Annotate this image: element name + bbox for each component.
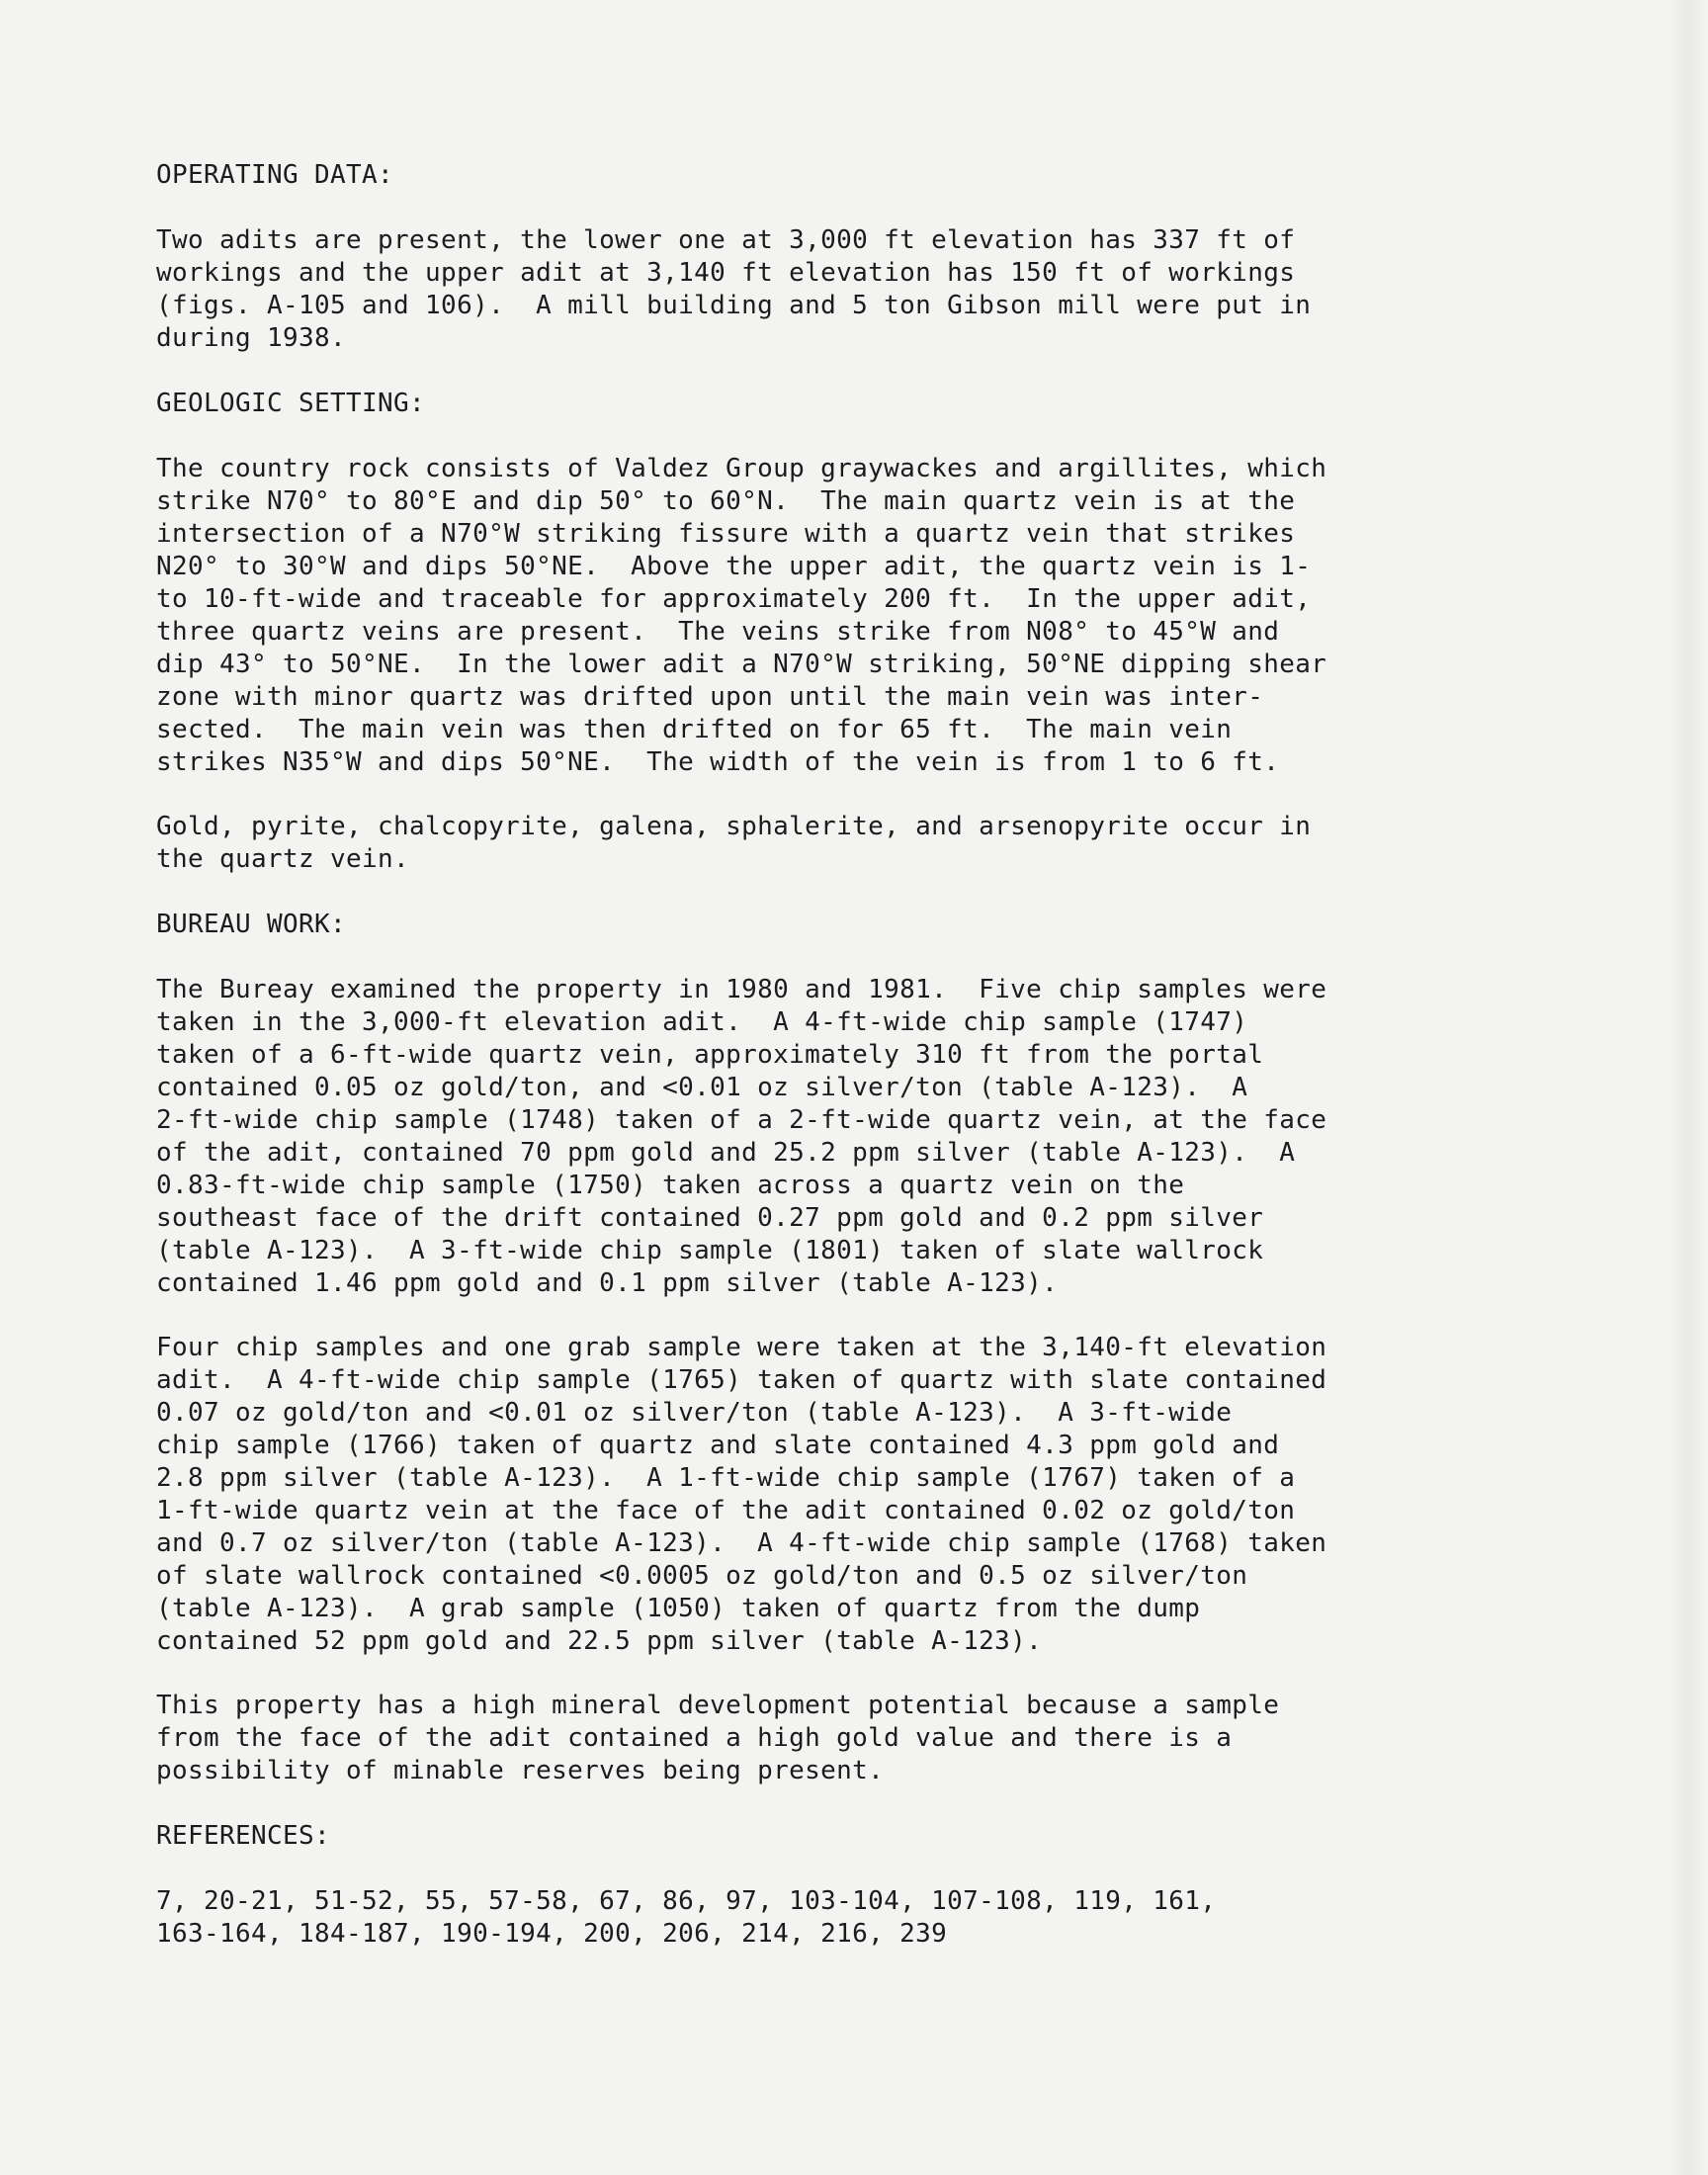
text-line: 2-ft-wide chip sample (1748) taken of a 2-ft-wide quartz vein, at the face [156, 1105, 1327, 1135]
text-line: workings and the upper adit at 3,140 ft elevation has 150 ft of workings [156, 258, 1296, 288]
text-line: The country rock consists of Valdez Group graywackes and argillites, which [156, 454, 1327, 483]
paragraph-bureau-upper-adit [156, 1332, 1441, 1658]
document-body [156, 158, 1441, 1951]
text-line: 0.07 oz gold/ton and <0.01 oz silver/ton (table A-123). A 3-ft-wide [156, 1398, 1233, 1428]
text-line: adit. A 4-ft-wide chip sample (1765) taken of quartz with slate contained [156, 1365, 1327, 1395]
text-line: and 0.7 oz silver/ton (table A-123). A 4-ft-wide chip sample (1768) taken [156, 1528, 1327, 1558]
paragraph-geologic-setting [156, 453, 1441, 779]
text-line: southeast face of the drift contained 0.27 ppm gold and 0.2 ppm silver [156, 1203, 1264, 1233]
text-line: 2.8 ppm silver (table A-123). A 1-ft-wide chip sample (1767) taken of a [156, 1463, 1296, 1493]
text-line: from the face of the adit contained a high gold value and there is a [156, 1723, 1233, 1753]
text-line: chip sample (1766) taken of quartz and slate contained 4.3 ppm gold and [156, 1431, 1280, 1460]
text-line: (figs. A-105 and 106). A mill building and 5 ton Gibson mill were put in [156, 291, 1312, 320]
text-line: Gold, pyrite, chalcopyrite, galena, sphalerite, and arsenopyrite occur in [156, 812, 1312, 841]
text-line: intersection of a N70°W striking fissure with a quartz vein that strikes [156, 519, 1296, 549]
paragraph-development-potential [156, 1690, 1441, 1787]
text-line: (table A-123). A grab sample (1050) taken of quartz from the dump [156, 1594, 1201, 1623]
text-line: three quartz veins are present. The veins strike from N08° to 45°W and [156, 617, 1280, 647]
heading-references: REFERENCES: [156, 1821, 331, 1851]
text-line: 0.83-ft-wide chip sample (1750) taken across a quartz vein on the [156, 1171, 1185, 1200]
text-line: 1-ft-wide quartz vein at the face of the adit contained 0.02 oz gold/ton [156, 1496, 1296, 1525]
text-line: strike N70° to 80°E and dip 50° to 60°N. The main quartz vein is at the [156, 486, 1296, 516]
paragraph-bureau-lower-adit [156, 974, 1441, 1300]
text-line: 163-164, 184-187, 190-194, 200, 206, 214, 216, 239 [156, 1919, 948, 1949]
text-line: (table A-123). A 3-ft-wide chip sample (1801) taken of slate wallrock [156, 1236, 1264, 1265]
text-line: during 1938. [156, 323, 347, 353]
heading-bureau-work: BUREAU WORK: [156, 910, 347, 939]
heading-geologic-setting: GEOLOGIC SETTING: [156, 389, 426, 418]
text-line: the quartz vein. [156, 844, 410, 874]
text-line: of slate wallrock contained <0.0005 oz gold/ton and 0.5 oz silver/ton [156, 1561, 1248, 1591]
text-line: strikes N35°W and dips 50°NE. The width of the vein is from 1 to 6 ft. [156, 747, 1280, 777]
text-line: Two adits are present, the lower one at 3,000 ft elevation has 337 ft of [156, 225, 1296, 255]
heading-operating-data: OPERATING DATA: [156, 160, 394, 190]
paragraph-minerals [156, 811, 1441, 876]
page-edge-shadow [1672, 0, 1708, 2175]
text-line: taken in the 3,000-ft elevation adit. A 4-ft-wide chip sample (1747) [156, 1007, 1248, 1037]
text-line: dip 43° to 50°NE. In the lower adit a N70°W striking, 50°NE dipping shear [156, 650, 1327, 679]
text-line: Four chip samples and one grab sample were taken at the 3,140-ft elevation [156, 1333, 1327, 1362]
paragraph-operating-data [156, 224, 1441, 355]
text-line: contained 52 ppm gold and 22.5 ppm silver (table A-123). [156, 1626, 1043, 1656]
text-line: 7, 20-21, 51-52, 55, 57-58, 67, 86, 97, 103-104, 107-108, 119, 161, [156, 1886, 1217, 1916]
text-line: possibility of minable reserves being present. [156, 1756, 885, 1785]
text-line: This property has a high mineral development potential because a sample [156, 1691, 1280, 1720]
text-line: sected. The main vein was then drifted on for 65 ft. The main vein [156, 715, 1233, 744]
text-line: The Bureay examined the property in 1980 and 1981. Five chip samples were [156, 975, 1327, 1004]
text-line: N20° to 30°W and dips 50°NE. Above the upper adit, the quartz vein is 1- [156, 552, 1312, 581]
text-line: of the adit, contained 70 ppm gold and 25.2 ppm silver (table A-123). A [156, 1138, 1296, 1168]
text-line: to 10-ft-wide and traceable for approximately 200 ft. In the upper adit, [156, 584, 1312, 614]
paragraph-references [156, 1885, 1441, 1951]
text-line: taken of a 6-ft-wide quartz vein, approximately 310 ft from the portal [156, 1040, 1264, 1070]
text-line: contained 0.05 oz gold/ton, and <0.01 oz silver/ton (table A-123). A [156, 1073, 1248, 1102]
text-line: contained 1.46 ppm gold and 0.1 ppm silver (table A-123). [156, 1268, 1059, 1298]
text-line: zone with minor quartz was drifted upon until the main vein was inter- [156, 682, 1264, 712]
